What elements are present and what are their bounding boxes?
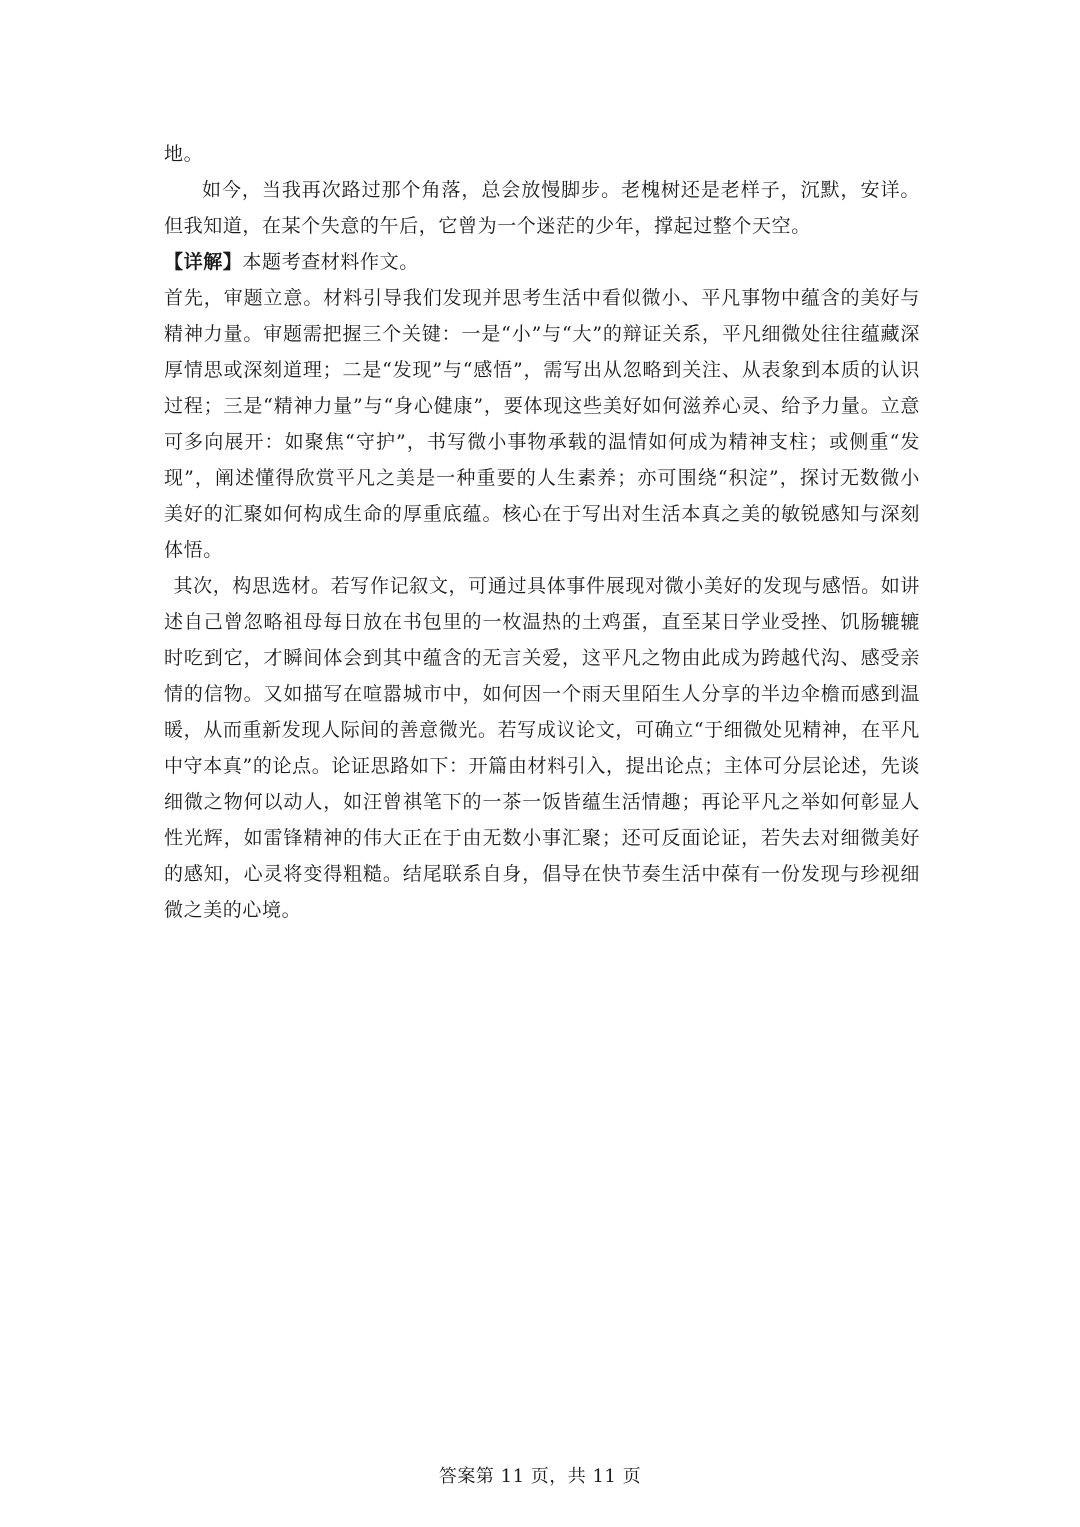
paragraph-detail-heading <box>164 244 920 280</box>
document-body <box>164 136 920 928</box>
detail-label: 【详解】 <box>164 251 243 273</box>
detail-text: 本题考查材料作文。 <box>242 251 419 273</box>
paragraph-analysis-topic: 首先，审题立意。材料引导我们发现并思考生活中看似微小、平凡事物中蕴含的美好与精神力量。审题需把握三个关键：一是“小”与“大”的辩证关系，平凡细微处往往蕴藏深厚情思或深刻道理；二是“发现”与“感悟”，需写出从忽略到关注、从表象到本质的认识过程；三是“精神力量”与“身心健康”，要体现这些美好如何滋养心灵、给予力量。立意可多向展开：如聚焦“守护”，书写微小事物承载的温情如何成为精神支柱；或侧重“发现”，阐述懂得欣赏平凡之美是一种重要的人生素养；亦可围绕“积淀”，探讨无数微小美好的汇聚如何构成生命的厚重底蕴。核心在于写出对生活本真之美的敏锐感知与深刻体悟。 <box>164 287 920 561</box>
paragraph-essay-ending: 如今，当我再次路过那个角落，总会放慢脚步。老槐树还是老样子，沉默，安详。但我知道，在某个失意的午后，它曾为一个迷茫的少年，撑起过整个天空。 <box>164 179 920 237</box>
page-footer: 答案第 11 页，共 11 页 <box>438 1466 642 1487</box>
paragraph-analysis-material: 其次，构思选材。若写作记叙文，可通过具体事件展现对微小美好的发现与感悟。如讲述自己曾忽略祖母每日放在书包里的一枚温热的土鸡蛋，直至某日学业受挫、饥肠辘辘时吃到它，才瞬间体会到其中蕴含的无言关爱，这平凡之物由此成为跨越代沟、感受亲情的信物。又如描写在喧嚣城市中，如何因一个雨天里陌生人分享的半边伞檐而感到温暖，从而重新发现人际间的善意微光。若写成议论文，可确立“于细微处见精神，在平凡中守本真”的论点。论证思路如下：开篇由材料引入，提出论点；主体可分层论述，先谈细微之物何以动人，如汪曾祺笔下的一茶一饭皆蕴生活情趣；再论平凡之举如何彰显人性光辉，如雷锋精神的伟大正在于由无数小事汇聚；还可反面论证，若失去对细微美好的感知，心灵将变得粗糙。结尾联系自身，倡导在快节奏生活中葆有一份发现与珍视细微之美的心境。 <box>164 575 920 921</box>
paragraph-continuation: 地。 <box>164 143 204 165</box>
